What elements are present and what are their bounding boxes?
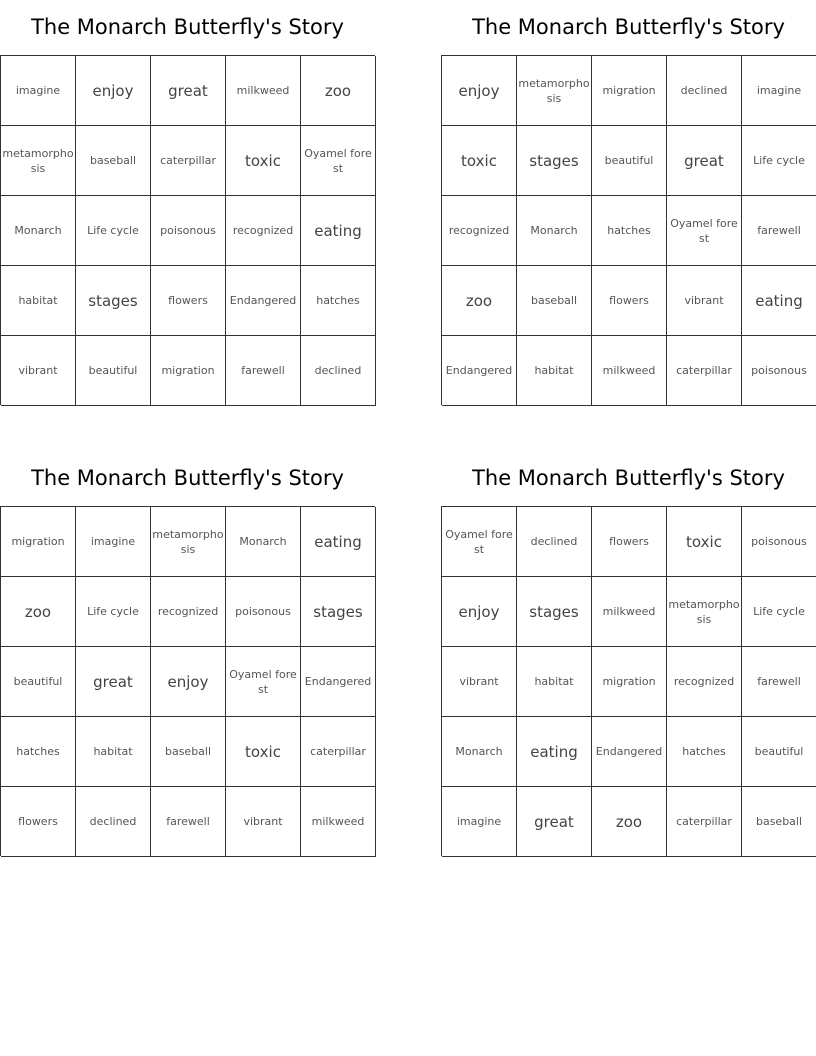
bingo-cell: imagine xyxy=(76,507,151,577)
bingo-cell: Oyamel forest xyxy=(667,196,742,266)
bingo-cell: imagine xyxy=(442,787,517,857)
bingo-cell: stages xyxy=(517,126,592,196)
bingo-cell: milkweed xyxy=(592,577,667,647)
bingo-card-4 xyxy=(441,451,816,856)
bingo-cell: Endangered xyxy=(226,266,301,336)
bingo-cell: eating xyxy=(301,196,376,266)
bingo-cell: recognized xyxy=(151,577,226,647)
bingo-cell: recognized xyxy=(226,196,301,266)
bingo-cell: recognized xyxy=(667,647,742,717)
card-title: The Monarch Butterfly's Story xyxy=(31,466,344,490)
bingo-cell: enjoy xyxy=(151,647,226,717)
bingo-cell: habitat xyxy=(76,717,151,787)
bingo-cell: farewell xyxy=(151,787,226,857)
bingo-grid xyxy=(441,55,816,405)
bingo-cell: poisonous xyxy=(226,577,301,647)
bingo-cell: beautiful xyxy=(592,126,667,196)
bingo-cell: poisonous xyxy=(742,507,816,577)
bingo-cell: enjoy xyxy=(442,56,517,126)
bingo-cell: migration xyxy=(151,336,226,406)
bingo-cell: enjoy xyxy=(76,56,151,126)
bingo-card-1 xyxy=(0,0,375,405)
bingo-cell: toxic xyxy=(667,507,742,577)
bingo-cell: flowers xyxy=(1,787,76,857)
bingo-cell: stages xyxy=(301,577,376,647)
bingo-cell: metamorphosis xyxy=(151,507,226,577)
bingo-cell: beautiful xyxy=(1,647,76,717)
bingo-cell: Oyamel forest xyxy=(226,647,301,717)
bingo-cell: flowers xyxy=(151,266,226,336)
bingo-cell: hatches xyxy=(667,717,742,787)
bingo-cell: metamorphosis xyxy=(517,56,592,126)
bingo-cell: baseball xyxy=(517,266,592,336)
bingo-cell: declined xyxy=(301,336,376,406)
bingo-cell: Endangered xyxy=(592,717,667,787)
bingo-cell: Monarch xyxy=(1,196,76,266)
bingo-cell: flowers xyxy=(592,266,667,336)
bingo-cell: Monarch xyxy=(226,507,301,577)
card-title: The Monarch Butterfly's Story xyxy=(31,15,344,39)
bingo-cell: imagine xyxy=(742,56,816,126)
bingo-cell: vibrant xyxy=(667,266,742,336)
bingo-cell: Life cycle xyxy=(742,577,816,647)
bingo-cell: great xyxy=(76,647,151,717)
bingo-cell: zoo xyxy=(301,56,376,126)
bingo-cell: poisonous xyxy=(151,196,226,266)
bingo-cell: habitat xyxy=(517,647,592,717)
bingo-card-3 xyxy=(0,451,375,856)
bingo-cell: great xyxy=(517,787,592,857)
bingo-cell: milkweed xyxy=(592,336,667,406)
bingo-cell: vibrant xyxy=(442,647,517,717)
bingo-cell: great xyxy=(151,56,226,126)
bingo-grid xyxy=(0,55,375,405)
bingo-cell: hatches xyxy=(1,717,76,787)
card-title: The Monarch Butterfly's Story xyxy=(472,466,785,490)
bingo-cell: baseball xyxy=(151,717,226,787)
bingo-grid xyxy=(0,506,375,856)
bingo-cell: hatches xyxy=(301,266,376,336)
bingo-cell: milkweed xyxy=(226,56,301,126)
bingo-cell: imagine xyxy=(1,56,76,126)
bingo-cell: flowers xyxy=(592,507,667,577)
bingo-cell: farewell xyxy=(742,196,816,266)
bingo-cell: toxic xyxy=(442,126,517,196)
bingo-cell: toxic xyxy=(226,126,301,196)
bingo-cell: Endangered xyxy=(442,336,517,406)
bingo-cell: Monarch xyxy=(442,717,517,787)
bingo-cell: zoo xyxy=(1,577,76,647)
bingo-cell: stages xyxy=(76,266,151,336)
bingo-cell: Monarch xyxy=(517,196,592,266)
bingo-cell: beautiful xyxy=(742,717,816,787)
bingo-cell: caterpillar xyxy=(301,717,376,787)
bingo-cell: eating xyxy=(301,507,376,577)
bingo-cell: eating xyxy=(517,717,592,787)
bingo-cell: recognized xyxy=(442,196,517,266)
bingo-cell: enjoy xyxy=(442,577,517,647)
bingo-cell: migration xyxy=(592,647,667,717)
card-title: The Monarch Butterfly's Story xyxy=(472,15,785,39)
bingo-cell: hatches xyxy=(592,196,667,266)
bingo-cell: farewell xyxy=(226,336,301,406)
bingo-cell: stages xyxy=(517,577,592,647)
bingo-cell: Oyamel forest xyxy=(301,126,376,196)
bingo-cell: Endangered xyxy=(301,647,376,717)
bingo-cell: habitat xyxy=(1,266,76,336)
bingo-cell: great xyxy=(667,126,742,196)
bingo-cell: Life cycle xyxy=(76,196,151,266)
bingo-cell: caterpillar xyxy=(151,126,226,196)
bingo-cell: baseball xyxy=(76,126,151,196)
bingo-cell: Oyamel forest xyxy=(442,507,517,577)
bingo-cell: declined xyxy=(667,56,742,126)
bingo-grid xyxy=(441,506,816,856)
bingo-cell: zoo xyxy=(592,787,667,857)
bingo-cell: zoo xyxy=(442,266,517,336)
bingo-cell: metamorphosis xyxy=(667,577,742,647)
bingo-cell: beautiful xyxy=(76,336,151,406)
bingo-cell: poisonous xyxy=(742,336,816,406)
bingo-cell: Life cycle xyxy=(76,577,151,647)
bingo-cell: eating xyxy=(742,266,816,336)
bingo-cell: metamorphosis xyxy=(1,126,76,196)
bingo-cell: caterpillar xyxy=(667,336,742,406)
bingo-cell: toxic xyxy=(226,717,301,787)
bingo-cell: caterpillar xyxy=(667,787,742,857)
bingo-cell: vibrant xyxy=(226,787,301,857)
bingo-cell: migration xyxy=(592,56,667,126)
bingo-cell: baseball xyxy=(742,787,816,857)
bingo-cell: migration xyxy=(1,507,76,577)
bingo-cell: Life cycle xyxy=(742,126,816,196)
bingo-cell: farewell xyxy=(742,647,816,717)
bingo-cell: milkweed xyxy=(301,787,376,857)
bingo-cell: vibrant xyxy=(1,336,76,406)
bingo-cell: declined xyxy=(76,787,151,857)
bingo-cell: declined xyxy=(517,507,592,577)
bingo-cell: habitat xyxy=(517,336,592,406)
bingo-card-2 xyxy=(441,0,816,405)
